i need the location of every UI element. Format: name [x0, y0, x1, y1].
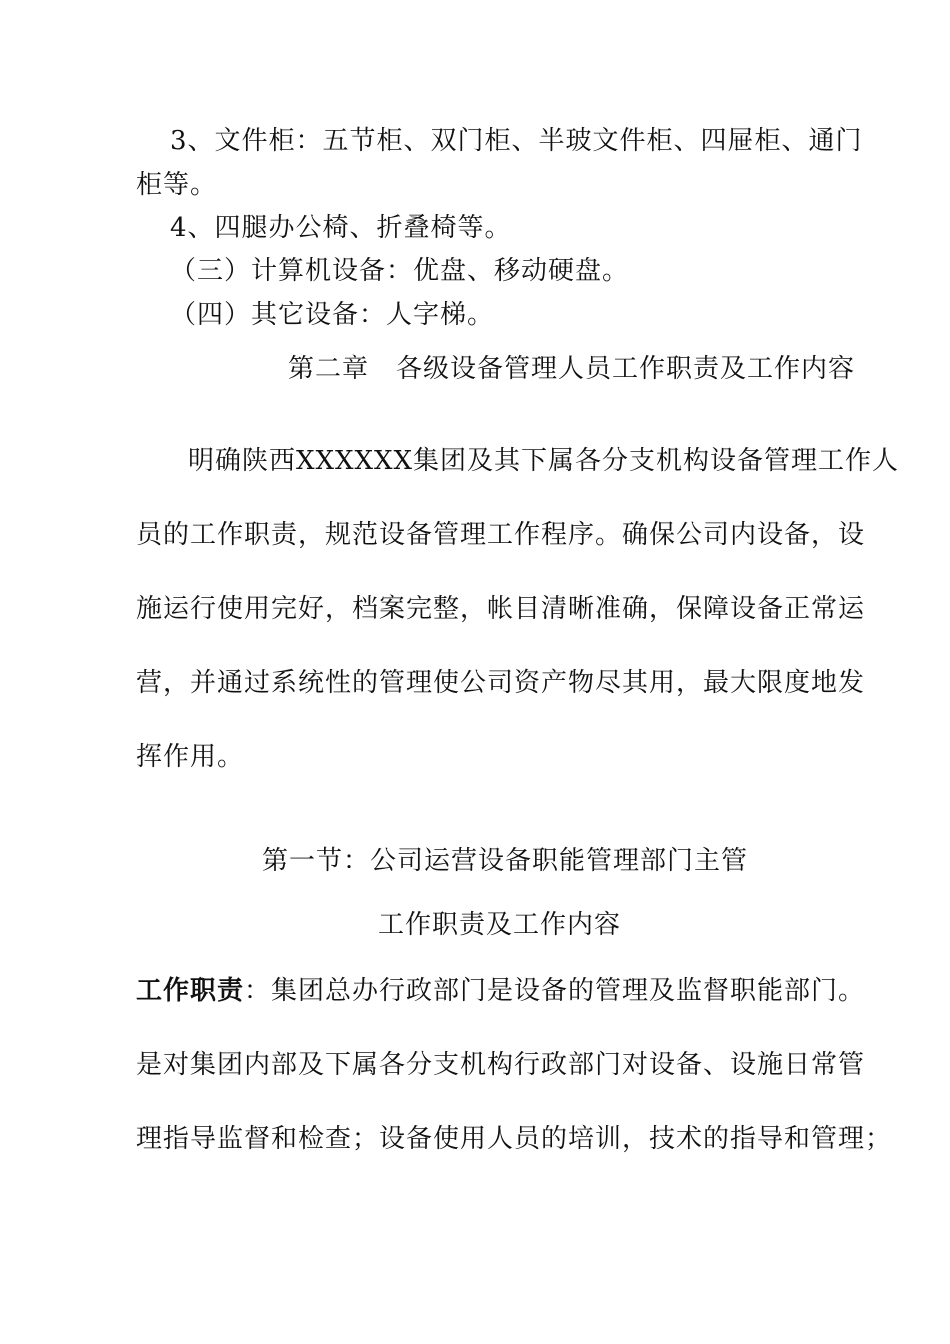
duties-line-2: 是对集团内部及下属各分支机构行政部门对设备、设施日常管: [136, 1050, 866, 1080]
intro-paragraph-line-3: 施运行使用完好，档案完整，帐目清晰准确，保障设备正常运: [136, 594, 866, 624]
duties-line-1-text: ：集团总办行政部门是设备的管理及监督职能部门。: [244, 976, 866, 1006]
duties-line-1: [136, 976, 865, 1006]
list-item-3-line-1: 3、文件柜：五节柜、双门柜、半玻文件柜、四屉柜、通门: [170, 126, 863, 156]
intro-paragraph-line-1: 明确陕西XXXXXX集团及其下属各分支机构设备管理工作人: [188, 446, 900, 476]
intro-paragraph-line-4: 营，并通过系统性的管理使公司资产物尽其用，最大限度地发: [136, 668, 866, 698]
duties-label: 工作职责: [136, 976, 245, 1006]
list-item-4: 4、四腿办公椅、折叠椅等。: [170, 213, 512, 243]
duties-line-3: 理指导监督和检查；设备使用人员的培训，技术的指导和管理；: [136, 1124, 893, 1154]
intro-paragraph-line-5: 挥作用。: [136, 742, 245, 772]
chapter-title: 第二章 各级设备管理人员工作职责及工作内容: [288, 354, 856, 384]
section-title-line-1: 第一节：公司运营设备职能管理部门主管: [262, 846, 749, 876]
section-3-computer-equipment: （三）计算机设备：优盘、移动硬盘。: [170, 256, 630, 286]
section-4-other-equipment: （四）其它设备：人字梯。: [170, 300, 495, 330]
list-item-3-line-2: 柜等。: [136, 170, 218, 200]
intro-paragraph-line-2: 员的工作职责，规范设备管理工作程序。确保公司内设备，设: [136, 520, 866, 550]
section-title-line-2: 工作职责及工作内容: [378, 910, 622, 940]
